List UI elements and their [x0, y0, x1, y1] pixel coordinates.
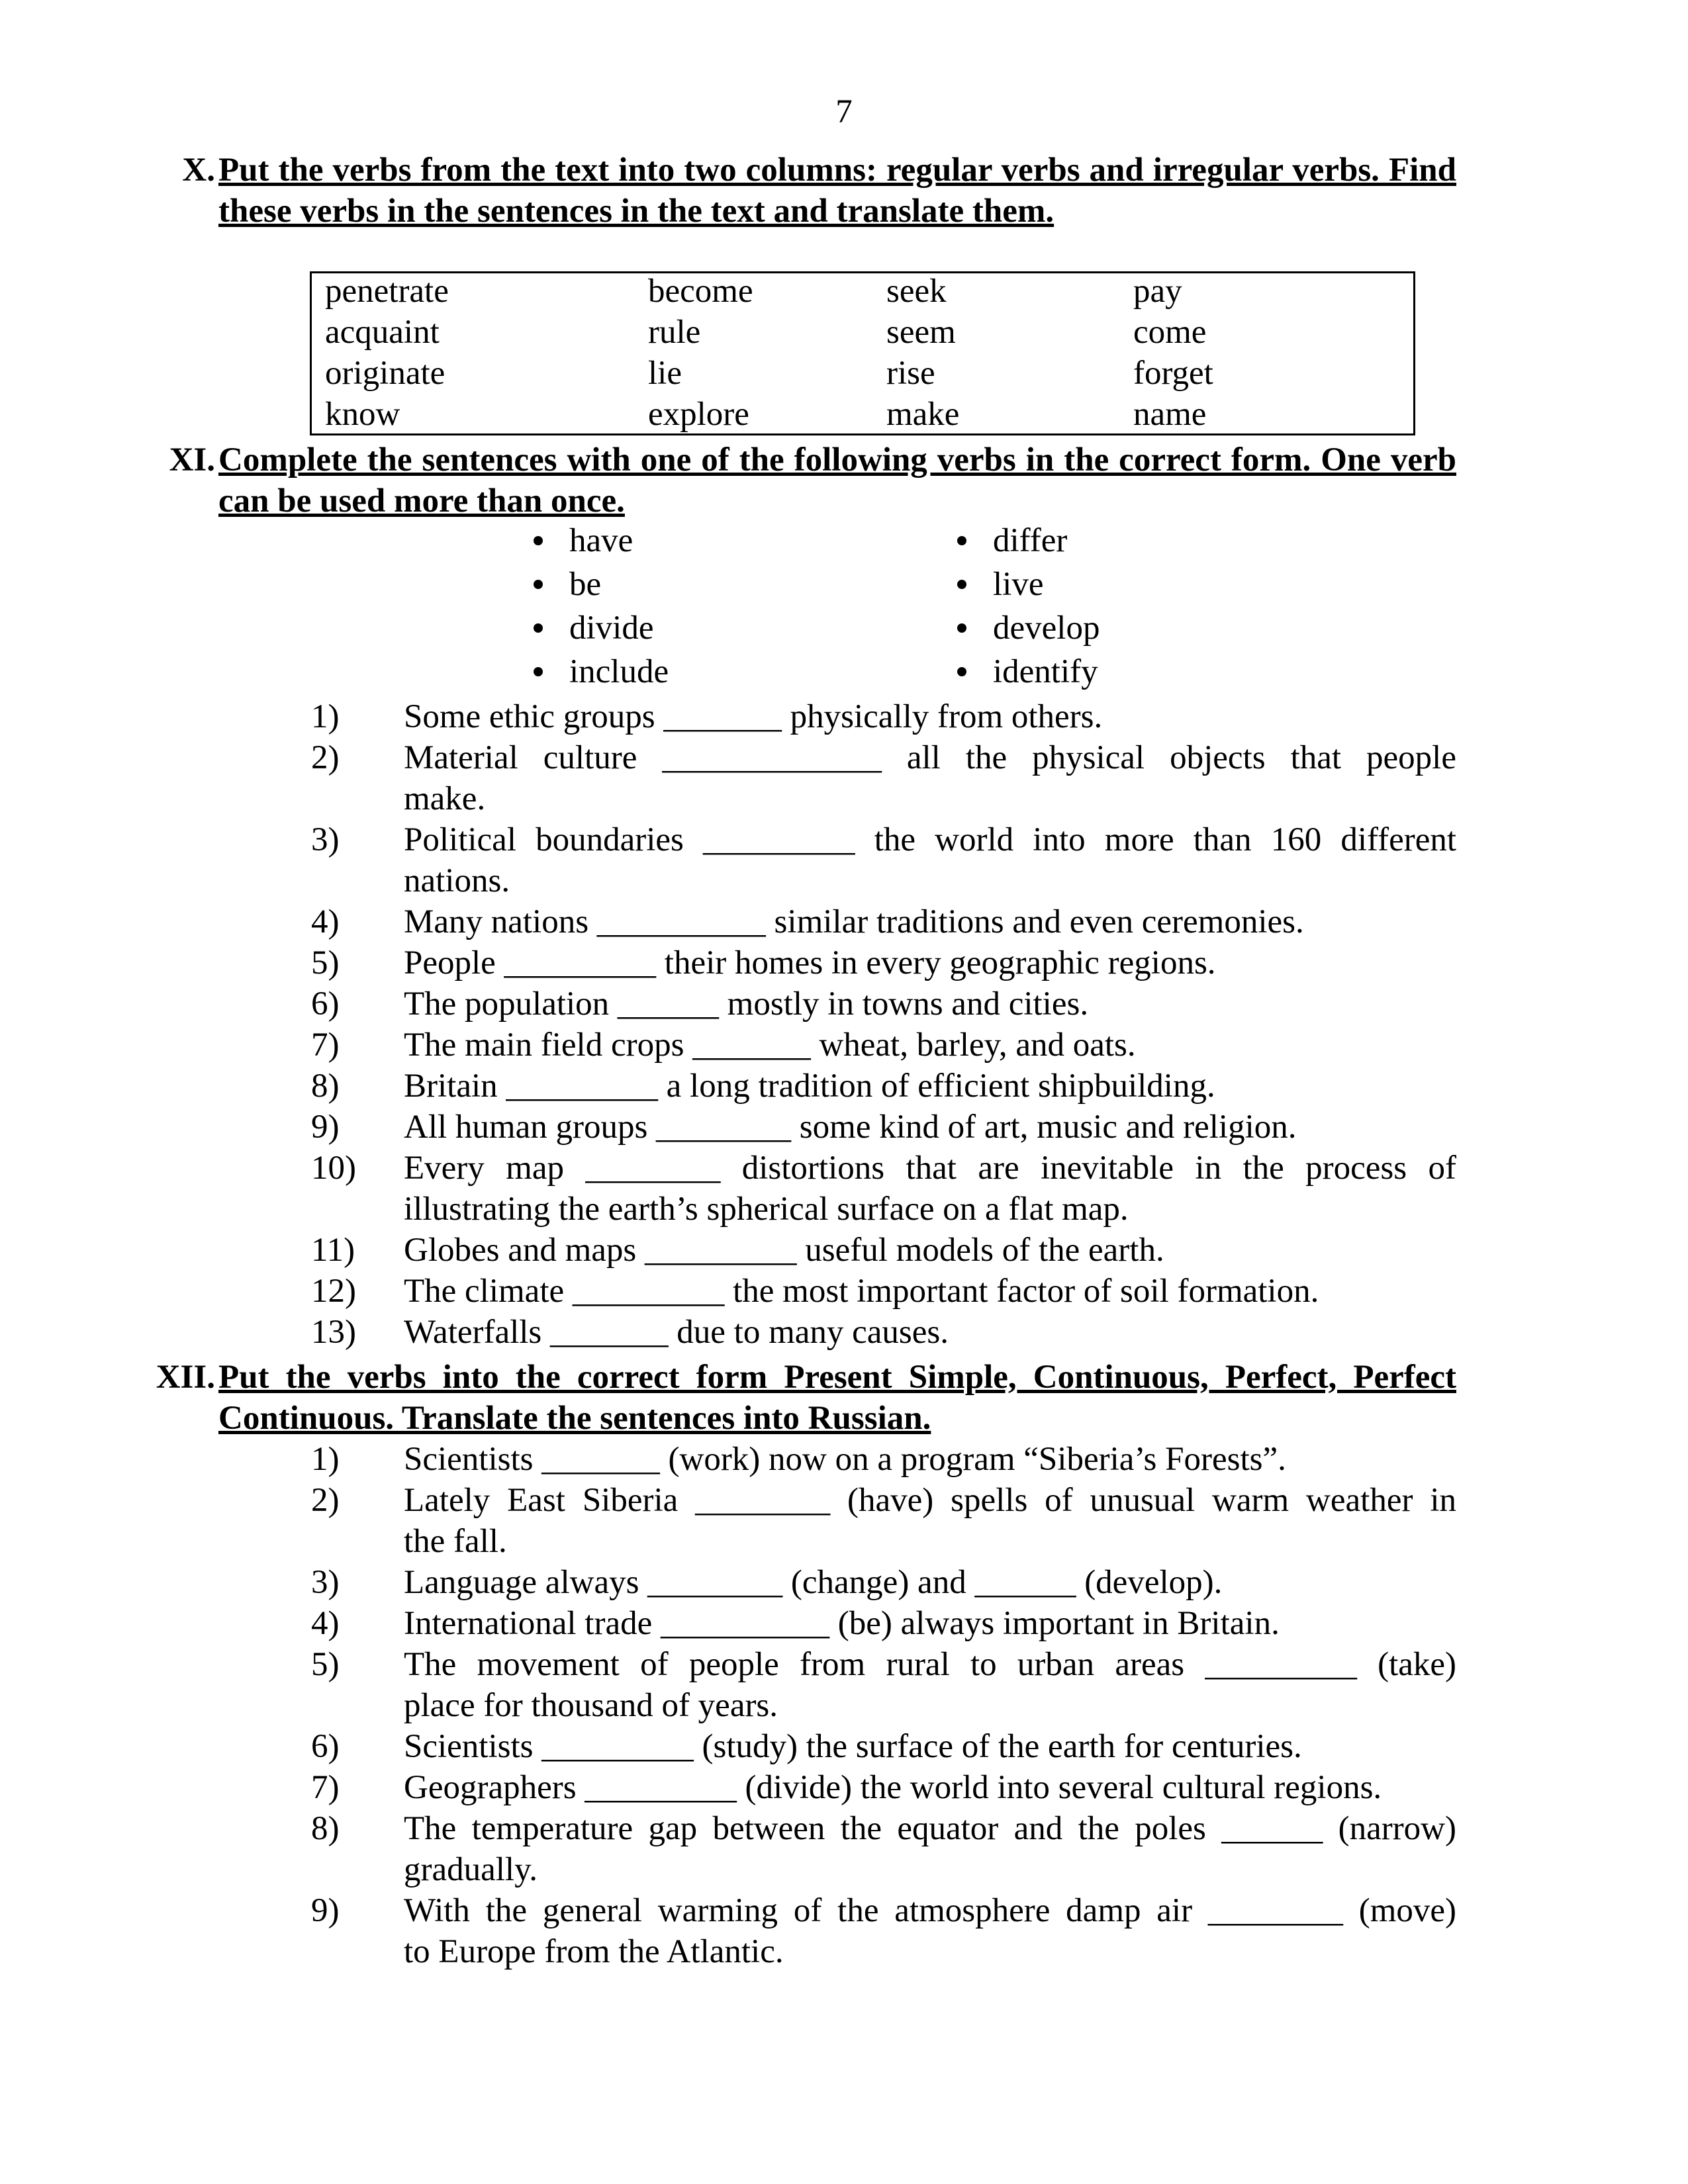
table-cell: name: [1133, 396, 1207, 433]
table-cell: lie: [648, 355, 682, 392]
section-xi-sentences: [311, 696, 1456, 1353]
bullet-icon: [957, 667, 966, 676]
bullet-icon: [534, 623, 543, 633]
table-cell: know: [325, 396, 400, 433]
verb-table: [310, 271, 1415, 435]
list-item: 3) Language always ________ (change) and ______ (develop).: [311, 1564, 1223, 1601]
section-xii-sentences: [311, 1439, 1456, 1972]
list-item: 4) International trade __________ (be) always important in Britain.: [311, 1605, 1280, 1642]
list-item: identify: [957, 651, 1098, 692]
section-instruction: Complete the sentences with one of the following verbs in the correct form. One verb can be used more than once.: [218, 441, 1456, 520]
bullet-icon: [957, 580, 966, 589]
table-cell: explore: [648, 396, 749, 433]
table-cell: acquaint: [325, 314, 440, 351]
list-item: have: [534, 520, 633, 561]
list-item: 6) Scientists _________ (study) the surface of the earth for centuries.: [311, 1728, 1302, 1765]
list-item: live: [957, 564, 1043, 605]
bullet-icon: [534, 580, 543, 589]
list-item: develop: [957, 608, 1100, 649]
table-cell: pay: [1133, 273, 1182, 310]
list-item: 12) The climate _________ the most important factor of soil formation.: [311, 1273, 1319, 1310]
list-item: 9) All human groups ________ some kind of art, music and religion.: [311, 1109, 1297, 1146]
list-item: differ: [957, 520, 1067, 561]
list-item: 9) With the general warming of the atmosphere damp air ________ (move) to Europe from the Atlantic.: [311, 1892, 1456, 1970]
list-item: 3) Political boundaries _________ the world into more than 160 different nations.: [311, 821, 1456, 899]
table-cell: make: [886, 396, 960, 433]
bullet-icon: [534, 536, 543, 545]
list-item: divide: [534, 608, 653, 649]
table-cell: become: [648, 273, 753, 310]
list-item: 7) The main field crops _______ wheat, barley, and oats.: [311, 1026, 1136, 1064]
section-number: XII.: [156, 1359, 215, 1396]
section-number: XI.: [169, 441, 215, 478]
list-item: 1) Some ethic groups _______ physically from others.: [311, 698, 1103, 735]
list-item: 5) The movement of people from rural to urban areas _________ (take) place for thousand of years.: [311, 1646, 1456, 1724]
section-xii-heading: [156, 1357, 1456, 1439]
bullet-icon: [957, 536, 966, 545]
section-instruction: Put the verbs from the text into two columns: regular verbs and irregular verbs. Find these verbs in the sentences in the text and translate them.: [218, 152, 1456, 230]
bullet-icon: [534, 667, 543, 676]
list-item: be: [534, 564, 601, 605]
verb-bullet-list: [0, 520, 1688, 692]
table-cell: come: [1133, 314, 1207, 351]
list-item: 6) The population ______ mostly in towns and cities.: [311, 985, 1089, 1023]
list-item: 8) Britain _________ a long tradition of efficient shipbuilding.: [311, 1068, 1215, 1105]
section-x-heading: [182, 150, 1456, 232]
bullet-icon: [957, 623, 966, 633]
list-item: 1) Scientists _______ (work) now on a program “Siberia’s Forests”.: [311, 1441, 1286, 1478]
list-item: 2) Lately East Siberia ________ (have) spells of unusual warm weather in the fall.: [311, 1482, 1456, 1560]
list-item: 7) Geographers _________ (divide) the world into several cultural regions.: [311, 1769, 1382, 1806]
list-item: 10) Every map ________ distortions that are inevitable in the process of illustrating the earth’s spherical surface on a flat map.: [311, 1150, 1456, 1228]
list-item: 13) Waterfalls _______ due to many causes.: [311, 1314, 949, 1351]
section-instruction: Put the verbs into the correct form Present Simple, Continuous, Perfect, Perfect Continuous. Translate the sentences into Russian.: [218, 1359, 1456, 1437]
table-cell: seem: [886, 314, 956, 351]
list-item: include: [534, 651, 669, 692]
list-item: 2) Material culture _____________ all the physical objects that people make.: [311, 739, 1456, 817]
list-item: 11) Globes and maps _________ useful models of the earth.: [311, 1232, 1164, 1269]
table-cell: rule: [648, 314, 701, 351]
table-cell: seek: [886, 273, 947, 310]
table-cell: forget: [1133, 355, 1213, 392]
list-item: 4) Many nations __________ similar traditions and even ceremonies.: [311, 903, 1304, 940]
section-xi-heading: [169, 439, 1456, 522]
section-number: X.: [182, 152, 215, 189]
table-cell: penetrate: [325, 273, 449, 310]
table-cell: originate: [325, 355, 445, 392]
list-item: 8) The temperature gap between the equator and the poles ______ (narrow) gradually.: [311, 1810, 1456, 1888]
table-cell: rise: [886, 355, 935, 392]
list-item: 5) People _________ their homes in every geographic regions.: [311, 944, 1216, 981]
page-number: 7: [835, 93, 853, 130]
